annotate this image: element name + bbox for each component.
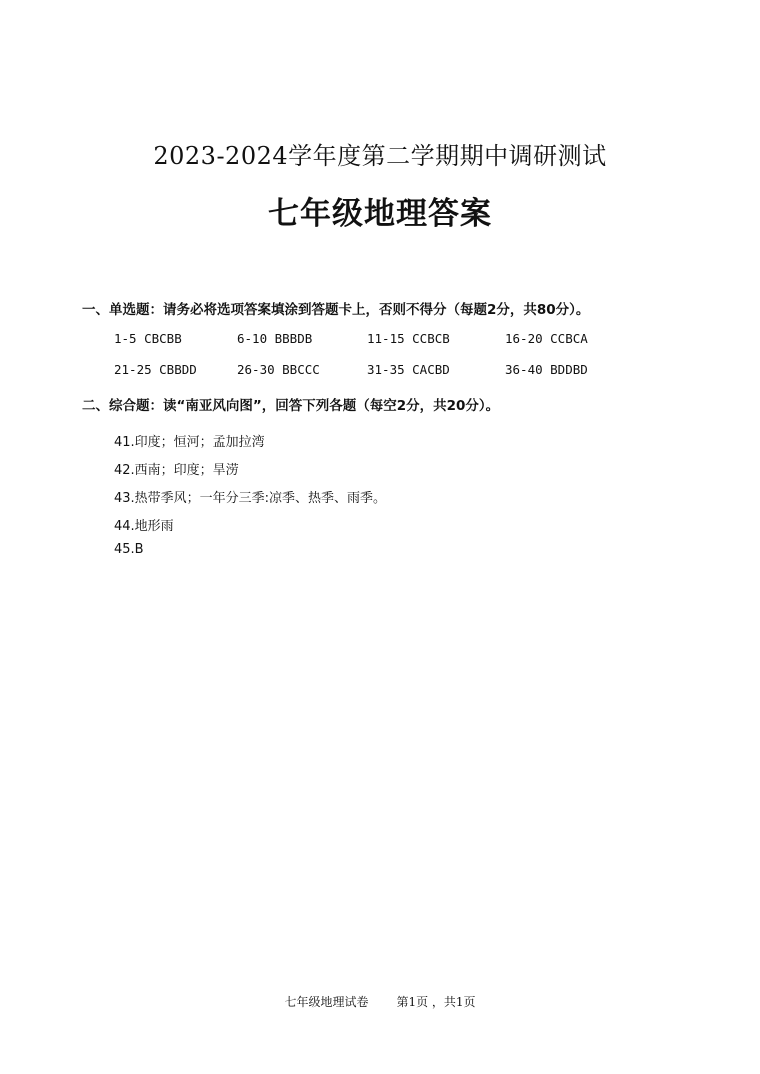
answer-group: 36-40 BDDBD xyxy=(505,362,588,377)
answer-group: 21-25 CBBDD xyxy=(114,362,197,377)
page-title: 七年级地理答案 xyxy=(268,196,492,232)
answer-group: 11-15 CCBCB xyxy=(367,331,450,346)
answer-item-41: 41.印度；恒河；孟加拉湾 xyxy=(114,435,265,450)
answer-item-44: 44.地形雨 xyxy=(114,519,174,534)
section-1-heading: 一、单选题：请务必将选项答案填涂到答题卡上，否则不得分（每题2分，共80分）。 xyxy=(82,302,590,318)
answer-item-45: 45.B xyxy=(114,542,144,557)
exam-subtitle: 2023-2024学年度第二学期期中调研测试 xyxy=(153,142,607,170)
section-2-heading: 二、综合题：读“南亚风向图”，回答下列各题（每空2分，共20分）。 xyxy=(82,398,500,414)
answer-group: 6-10 BBBDB xyxy=(237,331,313,346)
answer-group: 31-35 CACBD xyxy=(367,362,450,377)
answer-group: 16-20 CCBCA xyxy=(505,331,588,346)
answer-item-43: 43.热带季风；一年分三季:凉季、热季、雨季。 xyxy=(114,491,387,506)
answer-group: 26-30 BBCCC xyxy=(237,362,320,377)
page-footer xyxy=(0,993,760,1010)
footer-doc-name: 七年级地理试卷 xyxy=(284,995,369,1009)
answer-item-42: 42.西南；印度；旱涝 xyxy=(114,463,239,478)
answer-group: 1-5 CBCBB xyxy=(114,331,182,346)
footer-page-info: 第1页 ，共1页 xyxy=(396,995,476,1009)
